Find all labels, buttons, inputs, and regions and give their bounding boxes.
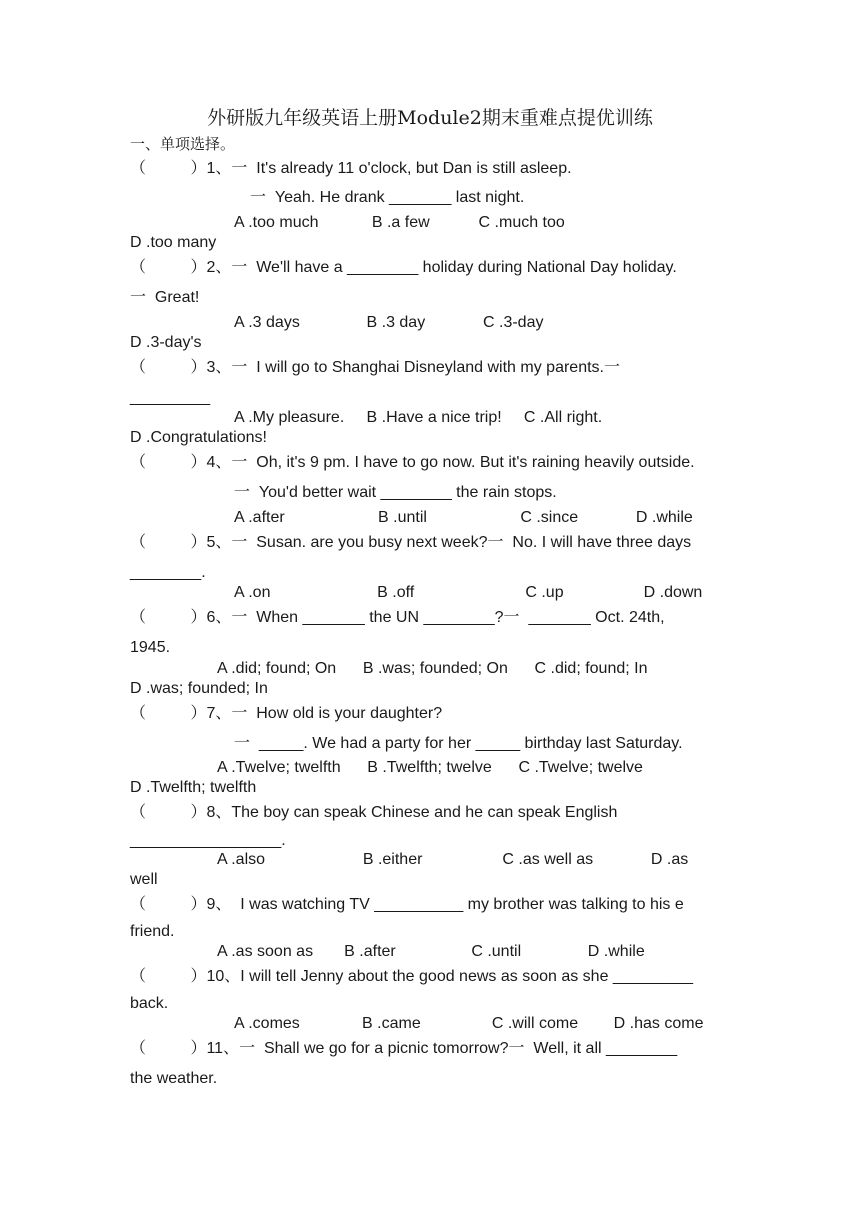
question-2-option-d: D .3-day's bbox=[130, 334, 202, 351]
question-10: （ ）10、I will tell Jenny about the good news as soon as she _________ bbox=[130, 968, 694, 985]
question-6-option-d: D .was; founded; In bbox=[130, 680, 268, 697]
question-3-blank: _________ bbox=[130, 389, 211, 406]
question-5: （ ）5、一 Susan. are you busy next week?一 No. I will have three days bbox=[130, 534, 692, 551]
question-7-response: 一 _____. We had a party for her _____ birthday last Saturday. bbox=[234, 735, 683, 752]
question-9: （ ）9、 I was watching TV __________ my brother was talking to his e bbox=[130, 896, 684, 913]
question-10-continued: back. bbox=[130, 995, 169, 1012]
question-11-continued: the weather. bbox=[130, 1070, 218, 1087]
question-6: （ ）6、一 When _______ the UN ________?一 _______ Oct. 24th, bbox=[130, 609, 665, 626]
page-title: 外研版九年级英语上册Module2期末重难点提优训练 bbox=[207, 107, 653, 129]
question-8-option-d-continued: well bbox=[130, 871, 158, 888]
question-3: （ ）3、一 I will go to Shanghai Disneyland with my parents.一 bbox=[130, 359, 620, 376]
question-5-options: A .on B .off C .up D .down bbox=[234, 584, 703, 601]
question-1: （ ）1、一 It's already 11 o'clock, but Dan is still asleep. bbox=[130, 160, 572, 177]
question-10-options: A .comes B .came C .will come D .has come bbox=[234, 1015, 704, 1032]
question-8-blank: _________________. bbox=[130, 832, 286, 849]
question-4: （ ）4、一 Oh, it's 9 pm. I have to go now. But it's raining heavily outside. bbox=[130, 454, 695, 471]
question-9-options: A .as soon as B .after C .until D .while bbox=[217, 943, 645, 960]
question-6-continued: 1945. bbox=[130, 639, 171, 656]
question-1-options: A .too much B .a few C .much too bbox=[234, 214, 565, 231]
question-2-response: 一 Great! bbox=[130, 289, 200, 306]
question-2-options: A .3 days B .3 day C .3-day bbox=[234, 314, 544, 331]
question-6-options: A .did; found; On B .was; founded; On C .did; found; In bbox=[217, 660, 648, 677]
section-heading: 一、单项选择。 bbox=[130, 135, 236, 153]
question-7-option-d: D .Twelfth; twelfth bbox=[130, 779, 257, 796]
question-8-options: A .also B .either C .as well as D .as bbox=[217, 851, 689, 868]
question-7-options: A .Twelve; twelfth B .Twelfth; twelve C .Twelve; twelve bbox=[217, 759, 643, 776]
question-11: （ ）11、一 Shall we go for a picnic tomorrow?一 Well, it all ________ bbox=[130, 1040, 678, 1057]
question-4-response: 一 You'd better wait ________ the rain stops. bbox=[234, 484, 557, 501]
question-3-option-d: D .Congratulations! bbox=[130, 429, 267, 446]
question-3-options: A .My pleasure. B .Have a nice trip! C .All right. bbox=[234, 409, 603, 426]
question-1-response: 一 Yeah. He drank _______ last night. bbox=[250, 189, 525, 206]
question-4-options: A .after B .until C .since D .while bbox=[234, 509, 693, 526]
question-8: （ ）8、The boy can speak Chinese and he can speak English bbox=[130, 804, 618, 821]
question-7: （ ）7、一 How old is your daughter? bbox=[130, 705, 443, 722]
question-2: （ ）2、一 We'll have a ________ holiday during National Day holiday. bbox=[130, 259, 677, 276]
question-5-blank: ________. bbox=[130, 564, 206, 581]
question-9-continued: friend. bbox=[130, 923, 175, 940]
question-1-option-d: D .too many bbox=[130, 234, 217, 251]
